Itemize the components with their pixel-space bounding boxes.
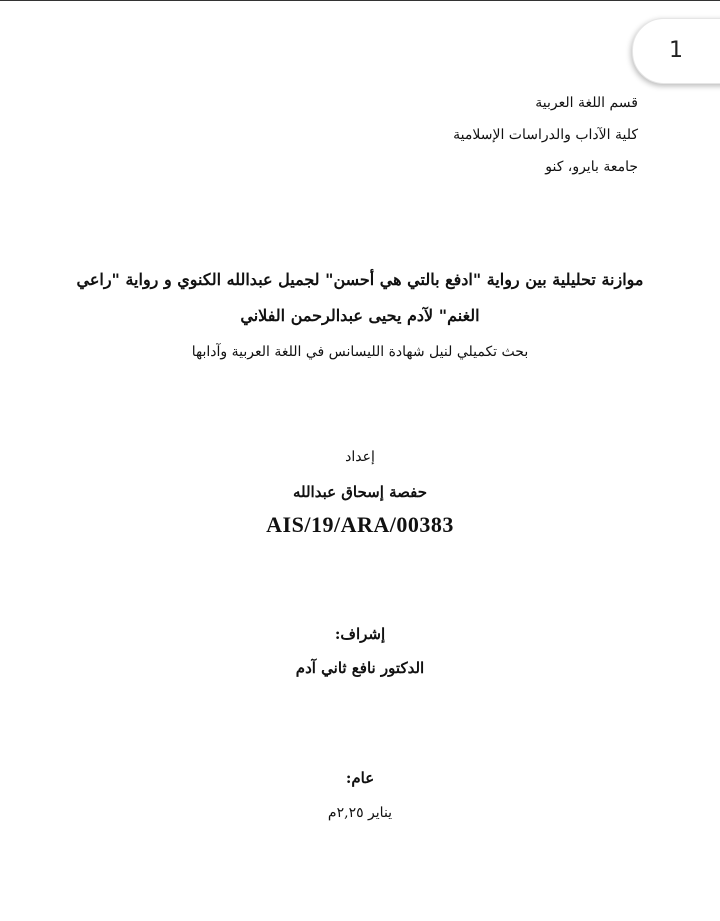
- faculty-name: كلية الآداب والدراسات الإسلامية: [453, 127, 638, 143]
- department-name: قسم اللغة العربية: [535, 95, 638, 111]
- supervisor-label: إشراف:: [334, 625, 386, 643]
- registration-number: AIS/19/ARA/00383: [266, 512, 454, 537]
- prepared-by-label: إعداد: [345, 449, 375, 465]
- thesis-title-line-2: الغنم" لآدم يحيى عبدالرحمن الفلاني: [240, 306, 480, 325]
- supervisor-name: الدكتور نافع ثاني آدم: [295, 659, 425, 677]
- thesis-subtitle: بحث تكميلي لنيل شهادة الليسانس في اللغة العربية وآدابها: [191, 344, 529, 360]
- university-name: جامعة بايرو، كنو: [545, 159, 638, 175]
- author-name: حفصة إسحاق عبدالله: [292, 483, 428, 501]
- page-top-border: [0, 0, 720, 1]
- institution-header: [78, 90, 638, 186]
- year-label: عام:: [345, 769, 375, 787]
- thesis-title-line-1: موازنة تحليلية بين رواية "ادفع بالتي هي أحسن" لجميل عبدالله الكنوي و رواية "راعي: [76, 270, 644, 289]
- page-number: 1: [669, 38, 683, 63]
- page-number-badge: [632, 18, 720, 84]
- submission-date: يناير ٢,٢٥م: [327, 805, 393, 821]
